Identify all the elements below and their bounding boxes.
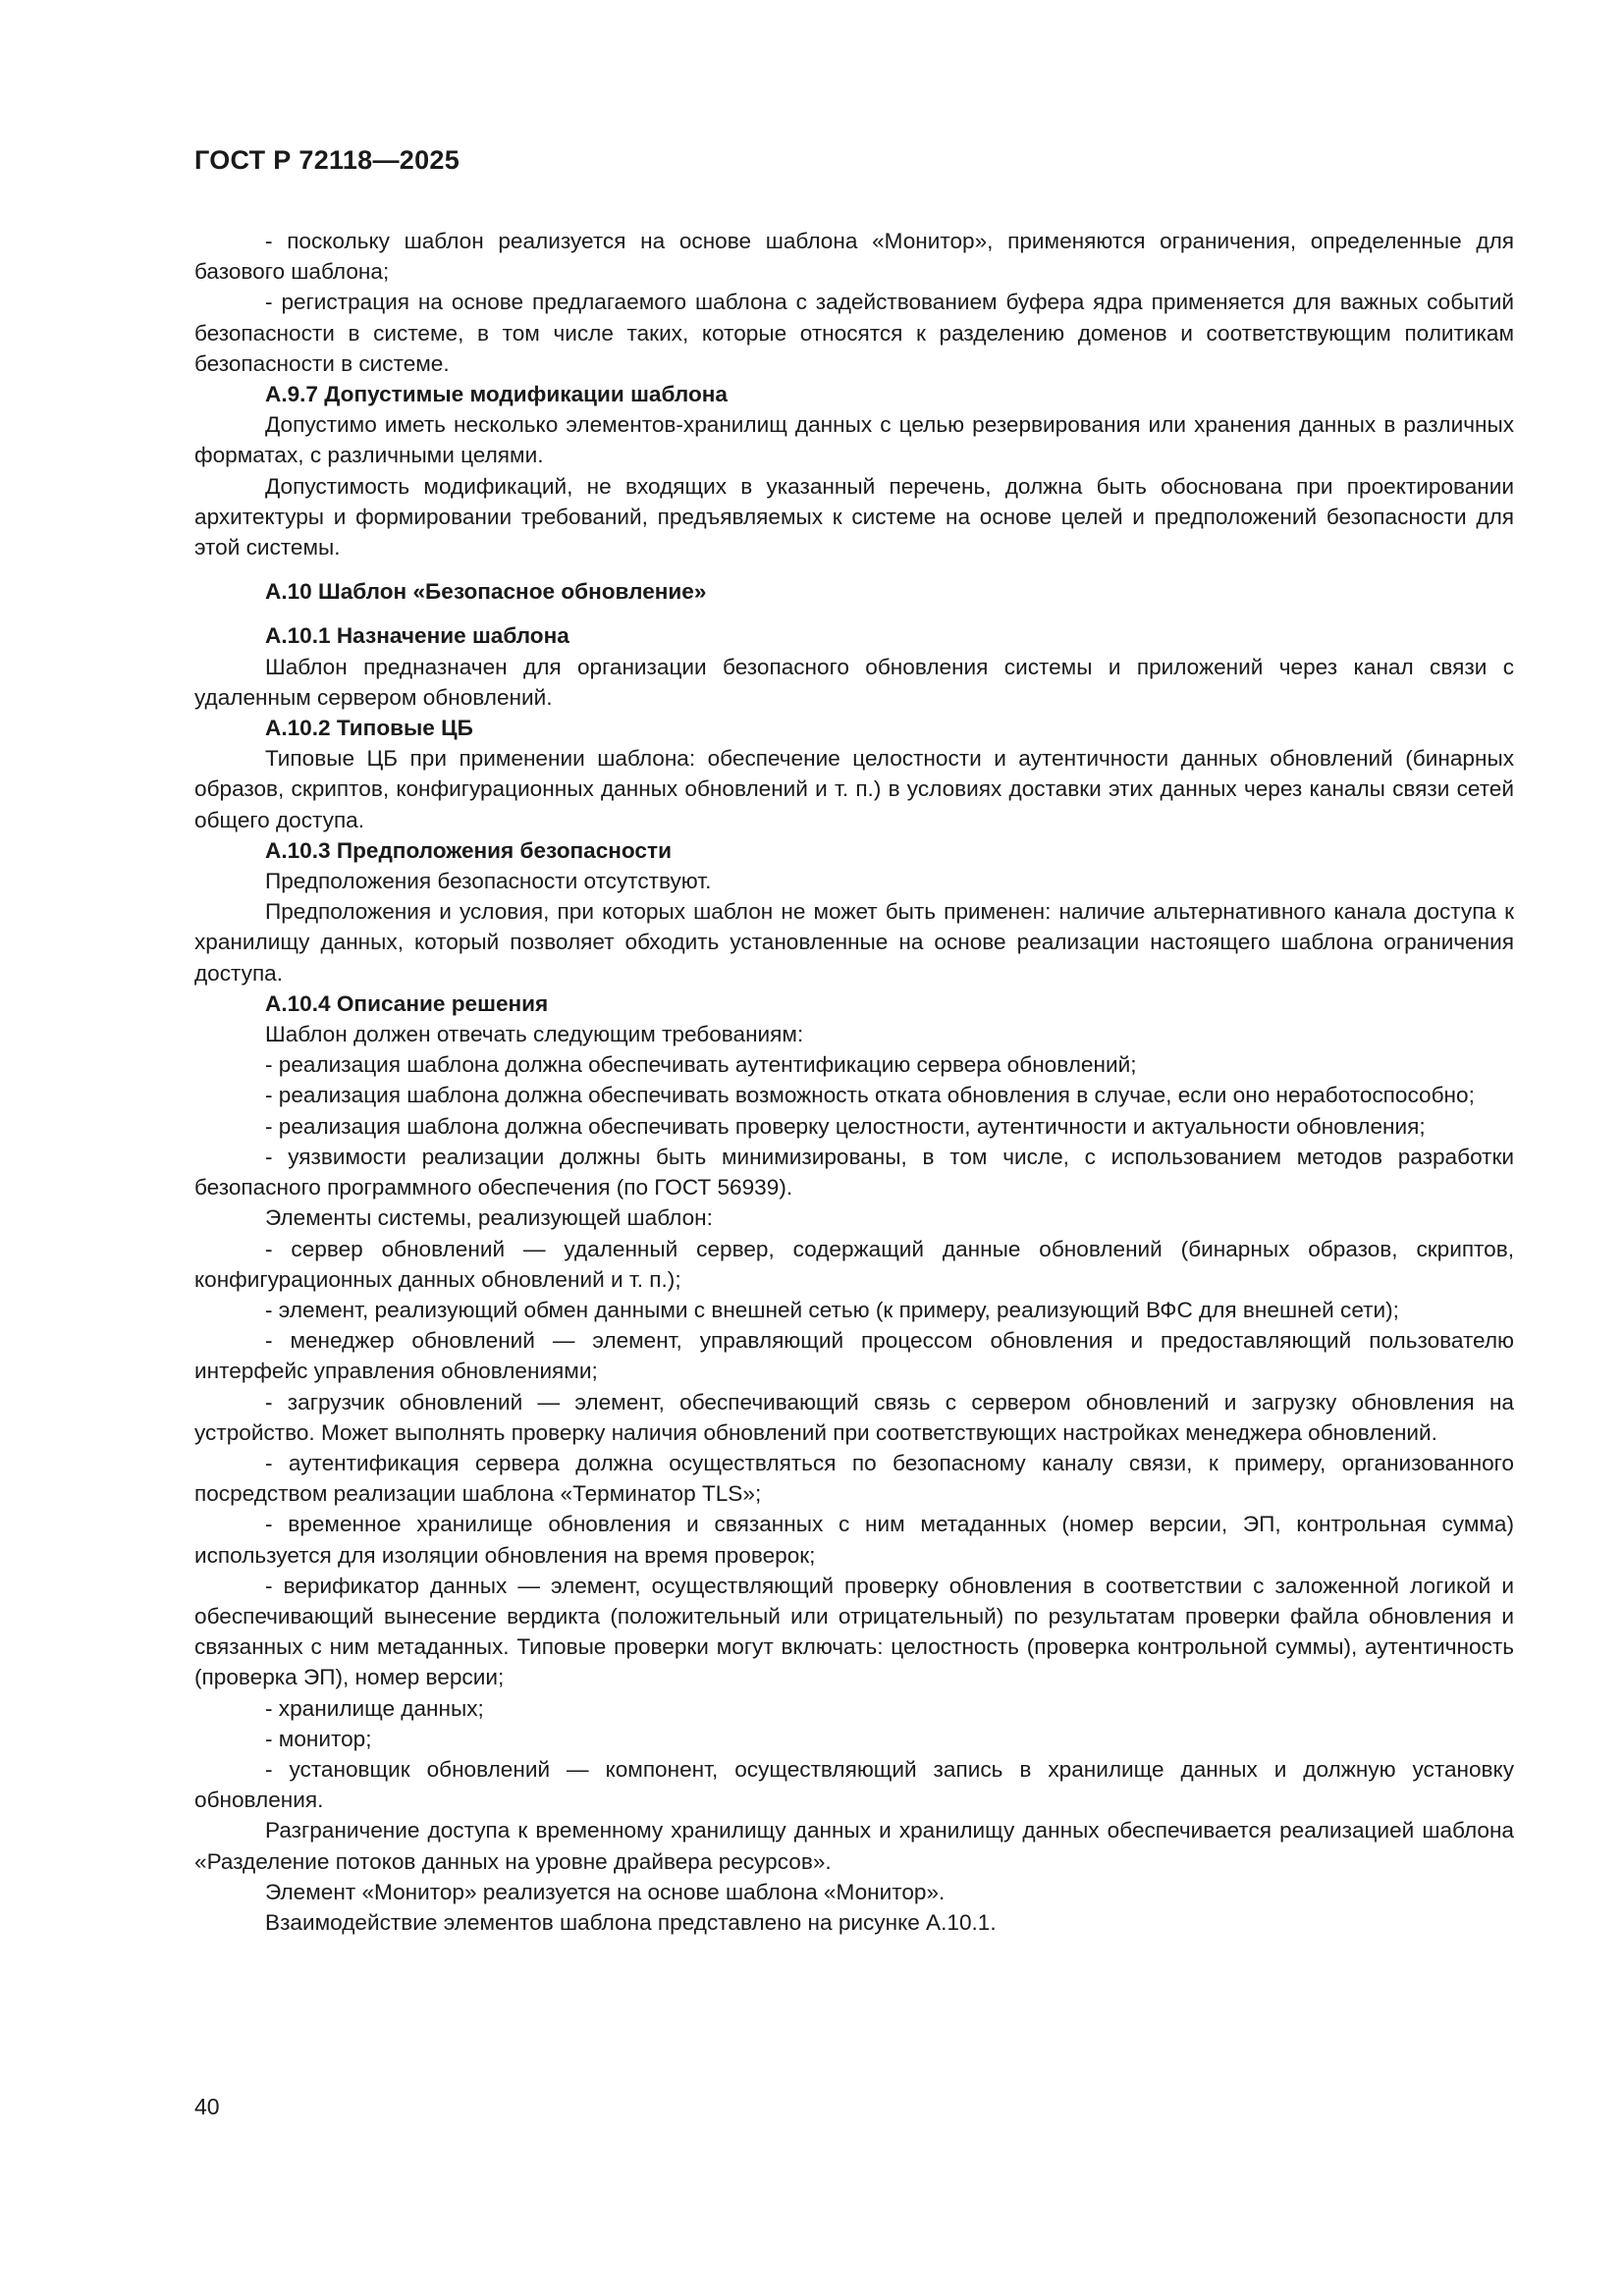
paragraph: Шаблон должен отвечать следующим требованиям: bbox=[265, 1022, 804, 1047]
list-item: - реализация шаблона должна обеспечивать проверку целостности, аутентичности и актуальности обновления; bbox=[265, 1113, 1426, 1139]
paragraph: Допустимость модификаций, не входящих в указанный перечень, должна быть обоснована при проектировании архитектуры и формировании требований, предъявляемых к системе на основе целей и предположений безопасности для этой системы. bbox=[194, 473, 1514, 561]
paragraph: Допустимо иметь несколько элементов-хранилищ данных с целью резервирования или хранения данных в различных форматах, с различными целями. bbox=[194, 412, 1514, 468]
paragraph: Элементы системы, реализующей шаблон: bbox=[265, 1205, 713, 1231]
list-item: - менеджер обновлений — элемент, управляющий процессом обновления и предоставляющий пользователю интерфейс управления обновлениями; bbox=[194, 1328, 1514, 1384]
paragraph: Типовые ЦБ при применении шаблона: обеспечение целостности и аутентичности данных обновлений (бинарных образов, скриптов, конфигурационных данных обновлений и т. п.) в условиях доставки этих данных через каналы связи сетей общего доступа. bbox=[194, 746, 1514, 832]
list-item: - верификатор данных — элемент, осуществляющий проверку обновления в соответствии с заложенной логикой и обеспечивающий вынесение вердикта (положительный или отрицательный) по результатам проверки файла обновления и связанных с ним метаданных. Типовые проверки могут включать: целостность (проверка контрольной суммы), аутентичность (проверка ЭП), номер версии; bbox=[194, 1573, 1514, 1690]
section-heading: А.10.3 Предположения безопасности bbox=[265, 837, 672, 863]
document-header: ГОСТ Р 72118—2025 bbox=[194, 145, 460, 175]
section-heading: А.10.4 Описание решения bbox=[265, 990, 549, 1016]
list-item: - загрузчик обновлений — элемент, обеспечивающий связь с сервером обновлений и загрузку обновления на устройство. Может выполнять проверку наличия обновлений при соответствующих настройках менеджера обновлений. bbox=[194, 1389, 1514, 1445]
paragraph: Шаблон предназначен для организации безопасного обновления системы и приложений через канал связи с удаленным сервером обновлений. bbox=[194, 654, 1514, 710]
page-number: 40 bbox=[194, 2094, 220, 2119]
list-item: - монитор; bbox=[265, 1726, 372, 1751]
list-item: - поскольку шаблон реализуется на основе шаблона «Монитор», применяются ограничения, определенные для базового шаблона; bbox=[194, 229, 1514, 285]
list-item: - хранилище данных; bbox=[265, 1695, 484, 1721]
paragraph: Разграничение доступа к временному хранилищу данных и хранилищу данных обеспечивается реализацией шаблона «Разделение потоков данных на уровне драйвера ресурсов». bbox=[194, 1818, 1514, 1874]
paragraph: Взаимодействие элементов шаблона представлено на рисунке А.10.1. bbox=[265, 1909, 997, 1935]
list-item: - реализация шаблона должна обеспечивать возможность отката обновления в случае, если оно неработоспособно; bbox=[265, 1083, 1475, 1108]
document-body bbox=[194, 226, 1514, 1938]
paragraph: Предположения безопасности отсутствуют. bbox=[265, 869, 712, 894]
paragraph: Предположения и условия, при которых шаблон не может быть применен: наличие альтернативного канала доступа к хранилищу данных, который позволяет обходить установленные на основе реализации настоящего шаблона ограничения доступа. bbox=[194, 899, 1514, 986]
list-item: - уязвимости реализации должны быть минимизированы, в том числе, с использованием методов разработки безопасного программного обеспечения (по ГОСТ 56939). bbox=[194, 1144, 1514, 1201]
list-item: - временное хранилище обновления и связанных с ним метаданных (номер версии, ЭП, контрольная сумма) используется для изоляции обновления на время проверок; bbox=[194, 1512, 1514, 1568]
list-item: - аутентификация сервера должна осуществляться по безопасному каналу связи, к примеру, организованного посредством реализации шаблона «Терминатор TLS»; bbox=[194, 1450, 1514, 1507]
list-item: - реализация шаблона должна обеспечивать аутентификацию сервера обновлений; bbox=[265, 1052, 1137, 1078]
section-heading: А.9.7 Допустимые модификации шаблона bbox=[265, 382, 728, 407]
section-heading: А.10 Шаблон «Безопасное обновление» bbox=[265, 579, 707, 605]
paragraph: Элемент «Монитор» реализуется на основе шаблона «Монитор». bbox=[265, 1879, 946, 1904]
list-item: - регистрация на основе предлагаемого шаблона с задействованием буфера ядра применяется для важных событий безопасности в системе, в том числе таких, которые относятся к разделению доменов и соответствующим политикам безопасности в системе. bbox=[194, 290, 1514, 376]
list-item: - элемент, реализующий обмен данными с внешней сетью (к примеру, реализующий ВФС для внешней сети); bbox=[265, 1297, 1399, 1322]
section-heading: А.10.1 Назначение шаблона bbox=[265, 623, 569, 649]
list-item: - установщик обновлений — компонент, осуществляющий запись в хранилище данных и должную установку обновления. bbox=[194, 1756, 1514, 1813]
list-item: - сервер обновлений — удаленный сервер, содержащий данные обновлений (бинарных образов, скриптов, конфигурационных данных обновлений и т. п.); bbox=[194, 1236, 1514, 1292]
section-heading: А.10.2 Типовые ЦБ bbox=[265, 716, 473, 741]
